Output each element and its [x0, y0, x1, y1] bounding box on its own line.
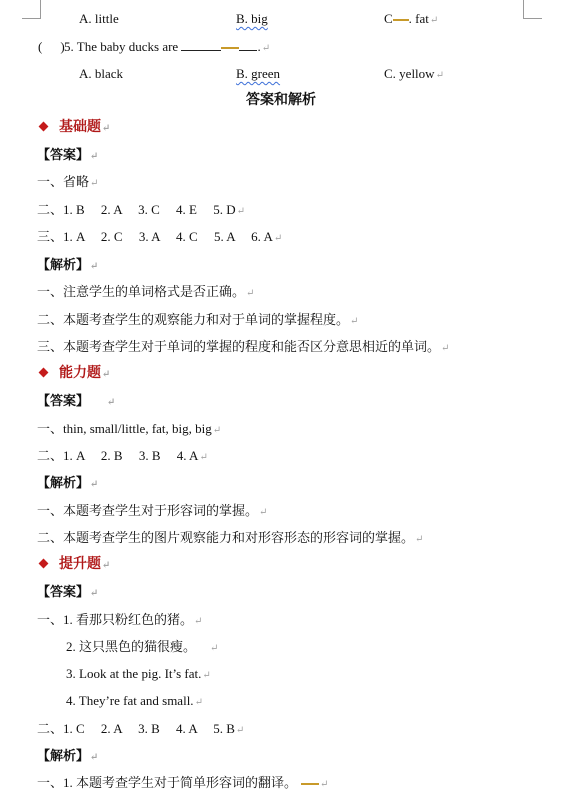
question-4-options	[0, 7, 562, 31]
analysis-line: 二、本题考查学生的观察能力和对于单词的掌握程度。↵	[37, 312, 359, 327]
analysis-label: 【解析】↵	[37, 748, 99, 763]
diamond-bullet-icon	[39, 368, 49, 378]
answer-label: 【答案】 ↵	[37, 393, 116, 408]
q4-option-b: B. big	[236, 11, 268, 26]
answer-blank[interactable]	[181, 36, 221, 51]
answer-line: 二、1. A 2. B 3. B 4. A↵	[37, 448, 208, 463]
answers-heading: 答案和解析	[246, 93, 316, 108]
answer-label: 【答案】↵	[37, 584, 99, 599]
analysis-line: 一、注意学生的单词格式是否正确。↵	[37, 284, 255, 299]
q4-option-a: A. little	[79, 11, 119, 26]
analysis-label: 【解析】↵	[37, 475, 99, 490]
analysis-label: 【解析】↵	[37, 257, 99, 272]
q5-stem-text: 5. The baby ducks are .↵	[64, 35, 270, 61]
question-5-options	[0, 62, 562, 86]
section-advanced-title: 提升题↵	[40, 553, 110, 577]
answer-subline: 4. They’re fat and small.↵	[66, 693, 203, 708]
question-5-stem	[0, 35, 562, 59]
answer-line: 一、1. 看那只粉红色的猪。↵	[37, 612, 203, 627]
answer-line: 一、省略↵	[37, 174, 99, 189]
answer-line: 二、1. C 2. A 3. B 4. A 5. B↵	[37, 721, 245, 736]
q4-option-c: C . fat↵	[384, 11, 439, 26]
section-basic-title: 基础题↵	[40, 116, 110, 140]
q5-option-c: C. yellow↵	[384, 66, 444, 81]
diamond-bullet-icon	[39, 122, 49, 132]
q5-option-a: A. black	[79, 66, 124, 81]
answer-paren[interactable]: ( )	[38, 39, 65, 54]
diamond-bullet-icon	[39, 559, 49, 569]
analysis-line: 三、本题考查学生对于单词的掌握的程度和能否区分意思相近的单词。↵	[37, 339, 450, 354]
answer-line: 二、1. B 2. A 3. C 4. E 5. D↵	[37, 202, 246, 217]
analysis-line: 二、本题考查学生的图片观察能力和对形容形态的形容词的掌握。↵	[37, 530, 424, 545]
answer-subline: 3. Look at the pig. It’s fat.↵	[66, 666, 211, 681]
analysis-line: 一、1. 本题考查学生对于简单形容词的翻译。 ↵	[37, 775, 329, 790]
answer-line: 一、thin, small/little, fat, big, big↵	[37, 421, 222, 436]
q5-option-b: B. green	[236, 66, 281, 81]
analysis-line: 一、本题考查学生对于形容词的掌握。↵	[37, 503, 268, 518]
answer-line: 三、1. A 2. C 3. A 4. C 5. A 6. A↵	[37, 229, 283, 244]
section-ability-title: 能力题↵	[40, 362, 110, 386]
answer-label: 【答案】↵	[37, 147, 99, 162]
answer-subline: 2. 这只黑色的猫很瘦。 ↵	[66, 639, 219, 654]
